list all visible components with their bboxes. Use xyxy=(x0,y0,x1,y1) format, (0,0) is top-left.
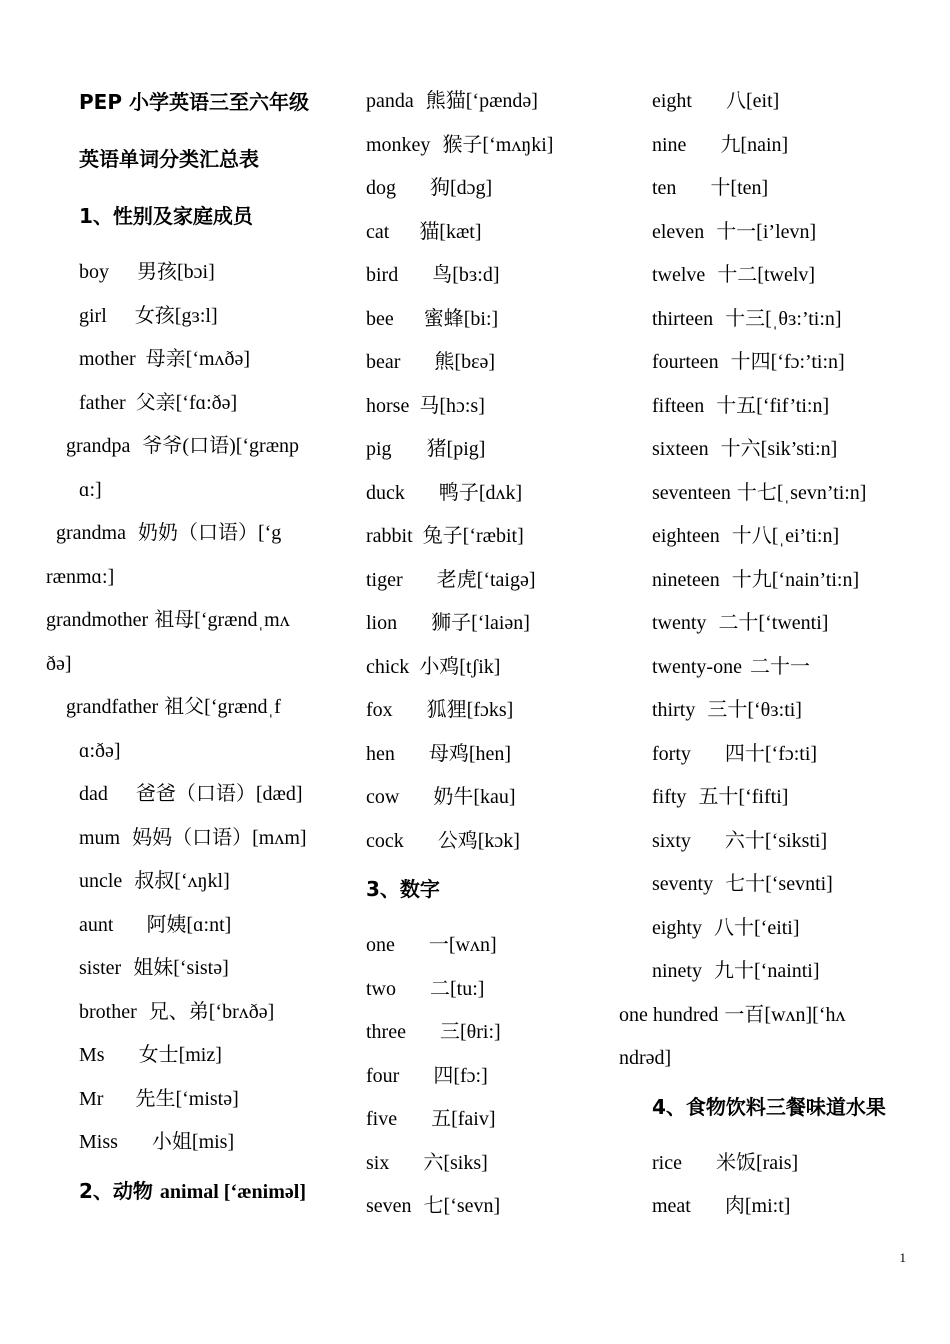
vocab-row xyxy=(619,254,939,298)
vocab-row xyxy=(366,211,616,255)
vocab-translation: 鸟[bɜ:d] xyxy=(432,264,500,286)
vocab-row xyxy=(366,385,616,429)
vocab-english-word: eight xyxy=(652,90,692,112)
vocab-english-word: one xyxy=(366,934,395,956)
vocab-english-word: brother xyxy=(79,1000,137,1023)
vocab-row xyxy=(366,124,616,168)
vocab-row xyxy=(619,1185,939,1229)
vocab-english-word: Mr xyxy=(79,1087,104,1110)
document-title-line-1: PEP 小学英语三至六年级 xyxy=(79,90,309,114)
vocab-translation: 马[hɔ:s] xyxy=(419,394,485,417)
vocab-english-word: father xyxy=(79,391,126,414)
vocab-english-word: boy xyxy=(79,261,109,283)
vocab-translation: 母鸡[hen] xyxy=(428,742,512,765)
vocab-english-word: grandpa xyxy=(66,435,131,457)
vocab-translation: 十[ten] xyxy=(710,177,769,199)
vocab-translation: 狮子[‘laiən] xyxy=(431,612,530,634)
vocab-row xyxy=(366,924,616,968)
vocab-row xyxy=(46,1121,346,1165)
vocab-english-word: bee xyxy=(366,307,394,330)
vocab-english-word: grandmother xyxy=(46,609,149,631)
vocab-row xyxy=(46,686,346,730)
vocab-row xyxy=(366,515,616,559)
vocab-row xyxy=(46,251,346,295)
vocab-row xyxy=(366,1142,616,1186)
vocab-row xyxy=(619,776,939,820)
vocab-english-word: dad xyxy=(79,783,108,805)
vocab-row xyxy=(366,689,616,733)
vocab-row xyxy=(46,338,346,382)
vocab-english-word: thirteen xyxy=(652,307,714,330)
section-2-heading xyxy=(46,1169,346,1213)
vocab-translation: 女孩[gɜ:l] xyxy=(134,304,218,327)
vocab-english-word: eleven xyxy=(652,220,705,243)
vocab-translation: 男孩[bɔi] xyxy=(137,261,215,283)
vocab-translation: ðə] xyxy=(46,652,72,675)
vocab-translation: 十七[ˌsevn’ti:n] xyxy=(736,481,867,504)
vocab-row xyxy=(366,1011,616,1055)
vocab-english-word: Ms xyxy=(79,1044,105,1066)
vocab-english-word: pig xyxy=(366,438,392,460)
section-1-list xyxy=(46,251,346,1165)
vocab-row xyxy=(619,863,939,907)
vocab-translation: ɑ:] xyxy=(79,478,102,501)
vocab-translation: 祖母[‘grændˌmʌ xyxy=(154,609,290,631)
vocab-row xyxy=(46,947,346,991)
vocab-translation: 爷爷(口语)[‘grænp xyxy=(142,435,300,457)
vocab-translation: 五十[‘fifti] xyxy=(698,786,789,808)
vocab-translation: 狐狸[fɔks] xyxy=(426,699,514,721)
vocab-row xyxy=(619,994,939,1038)
vocab-row xyxy=(366,646,616,690)
vocab-row xyxy=(366,776,616,820)
vocab-english-word: cock xyxy=(366,829,404,852)
vocab-translation: 老虎[‘taigə] xyxy=(436,568,536,591)
vocab-row xyxy=(366,733,616,777)
vocab-translation: 十二[twelv] xyxy=(717,264,816,286)
vocab-row xyxy=(46,599,346,643)
vocab-row xyxy=(619,515,939,559)
vocab-english-word: thirty xyxy=(652,699,696,721)
vocab-row xyxy=(46,860,346,904)
vocab-english-word: hen xyxy=(366,742,395,765)
vocab-translation: 六十[‘siksti] xyxy=(724,829,828,852)
vocab-row xyxy=(46,512,346,556)
vocab-english-word: six xyxy=(366,1151,390,1174)
vocab-english-word: ten xyxy=(652,177,677,199)
vocab-row xyxy=(366,341,616,385)
vocab-translation: 小鸡[tʃik] xyxy=(419,655,501,678)
vocab-row xyxy=(366,1185,616,1229)
vocab-english-word: aunt xyxy=(79,913,114,936)
vocab-translation: 一[wʌn] xyxy=(428,934,497,956)
vocab-row xyxy=(619,820,939,864)
document-title-line-2: 英语单词分类汇总表 xyxy=(79,147,259,171)
vocab-english-word: five xyxy=(366,1108,398,1130)
vocab-english-word: seven xyxy=(366,1195,412,1217)
vocab-row xyxy=(619,124,939,168)
column-2 xyxy=(366,80,616,1229)
vocab-translation: 八十[‘eiti] xyxy=(714,916,800,939)
vocab-english-word: fifteen xyxy=(652,394,705,417)
vocab-translation: 先生[‘mistə] xyxy=(135,1087,239,1110)
section-4-list xyxy=(619,1142,939,1229)
column-3 xyxy=(619,80,939,1229)
section-3-list-continued xyxy=(619,80,939,1081)
vocab-translation: 七十[‘sevnti] xyxy=(725,873,833,895)
vocab-translation: 女士[miz] xyxy=(138,1044,222,1066)
vocab-translation: 猪[pig] xyxy=(426,438,486,460)
vocab-english-word: cow xyxy=(366,786,400,808)
vocab-english-word: rabbit xyxy=(366,525,413,547)
vocab-english-word: sister xyxy=(79,957,122,979)
vocab-translation: 十八[ˌei’ti:n] xyxy=(731,525,840,547)
vocab-row xyxy=(46,904,346,948)
vocab-english-word: girl xyxy=(79,304,107,327)
vocab-row xyxy=(619,602,939,646)
vocab-translation: 三十[‘θɜ:ti] xyxy=(707,699,802,721)
vocab-translation: 熊猫[‘pændə] xyxy=(425,90,538,112)
column-1 xyxy=(46,80,346,1226)
vocab-translation: 十一[i’levn] xyxy=(716,220,817,243)
vocab-english-word: uncle xyxy=(79,870,123,892)
vocab-row xyxy=(46,817,346,861)
vocab-row xyxy=(619,950,939,994)
vocab-english-word: grandma xyxy=(56,522,126,544)
vocab-english-word: dog xyxy=(366,177,396,199)
vocab-row xyxy=(619,559,939,603)
vocab-translation: 蜜蜂[bi:] xyxy=(423,307,499,330)
vocab-translation: 二十一 xyxy=(749,655,810,678)
vocab-row xyxy=(366,167,616,211)
vocab-translation: 奶奶（口语）[‘g xyxy=(137,522,282,544)
vocab-row xyxy=(46,1078,346,1122)
vocab-row xyxy=(46,425,346,469)
section-3-heading: 3、数字 xyxy=(366,877,440,901)
vocab-translation: 肉[mi:t] xyxy=(724,1195,791,1217)
vocab-english-word: fox xyxy=(366,699,393,721)
vocab-row xyxy=(366,80,616,124)
vocab-english-word: eighty xyxy=(652,916,702,939)
vocab-english-word: monkey xyxy=(366,133,431,156)
vocab-english-word: seventeen xyxy=(652,481,731,504)
vocab-english-word: nine xyxy=(652,133,687,156)
vocab-translation: 九十[‘nainti] xyxy=(714,960,820,982)
vocab-row xyxy=(619,689,939,733)
vocab-english-word: seventy xyxy=(652,873,714,895)
vocab-row xyxy=(366,559,616,603)
vocab-translation: 母亲[‘mʌðə] xyxy=(145,348,251,370)
vocab-translation: 七[‘sevn] xyxy=(423,1195,501,1217)
vocab-english-word: sixteen xyxy=(652,438,709,460)
vocab-english-word: forty xyxy=(652,742,691,765)
vocab-row xyxy=(619,733,939,777)
vocab-translation: 十四[‘fɔ:’ti:n] xyxy=(730,351,845,373)
vocab-row xyxy=(619,298,939,342)
section-1-heading: 1、性别及家庭成员 xyxy=(79,204,253,228)
vocab-english-word: three xyxy=(366,1021,406,1043)
vocab-english-word: duck xyxy=(366,481,405,504)
vocab-english-word: eighteen xyxy=(652,525,720,547)
vocab-english-word: one hundred xyxy=(619,1003,719,1026)
section-2-heading-en: animal [‘æniməl] xyxy=(159,1180,306,1203)
vocab-translation: 猴子[‘mʌŋki] xyxy=(442,133,554,156)
vocab-translation: 八[eit] xyxy=(726,90,780,112)
vocab-row xyxy=(46,643,346,687)
vocab-english-word: twenty-one xyxy=(652,655,742,678)
vocab-english-word: cat xyxy=(366,220,390,243)
vocab-english-word: nineteen xyxy=(652,568,720,591)
vocab-english-word: bird xyxy=(366,264,399,286)
vocab-english-word: tiger xyxy=(366,568,403,591)
vocab-english-word: horse xyxy=(366,394,410,417)
vocab-translation: 妈妈（口语）[mʌm] xyxy=(132,826,307,849)
vocab-row xyxy=(366,602,616,646)
vocab-translation: 狗[dɔg] xyxy=(430,177,493,199)
vocab-english-word: ninety xyxy=(652,960,702,982)
vocab-translation: 奶牛[kau] xyxy=(433,786,516,808)
vocab-translation: 米饭[rais] xyxy=(715,1151,799,1174)
vocab-row xyxy=(619,428,939,472)
vocab-translation: rænmɑ:] xyxy=(46,565,115,588)
vocab-english-word: twenty xyxy=(652,612,707,634)
vocab-row xyxy=(46,382,346,426)
vocab-english-word: fifty xyxy=(652,786,687,808)
section-2-list xyxy=(366,80,616,863)
vocab-english-word: two xyxy=(366,977,396,1000)
vocab-translation: 兄、弟[‘brʌðə] xyxy=(148,1000,275,1023)
vocab-english-word: mother xyxy=(79,348,136,370)
vocab-translation: 十三[ˌθɜ:’ti:n] xyxy=(725,307,842,330)
vocab-translation: 叔叔[‘ʌŋkl] xyxy=(134,870,230,892)
vocab-row xyxy=(366,1055,616,1099)
vocab-translation: 公鸡[kɔk] xyxy=(437,829,520,852)
vocab-row xyxy=(366,428,616,472)
vocab-translation: ndrəd] xyxy=(619,1047,672,1069)
vocab-english-word: grandfather xyxy=(66,696,159,718)
vocab-row xyxy=(366,472,616,516)
vocab-translation: 小姐[mis] xyxy=(151,1131,235,1153)
section-4-heading: 4、食物饮料三餐味道水果 xyxy=(652,1094,886,1119)
vocab-row xyxy=(619,907,939,951)
vocab-row xyxy=(46,773,346,817)
vocab-english-word: rice xyxy=(652,1151,682,1174)
vocab-row xyxy=(619,385,939,429)
vocab-translation: 四十[‘fɔ:ti] xyxy=(724,742,818,765)
vocab-translation: 祖父[‘grændˌf xyxy=(164,696,281,718)
section-3-list xyxy=(366,924,616,1229)
vocab-english-word: fourteen xyxy=(652,351,719,373)
page-number: 1 xyxy=(899,1250,906,1265)
vocab-row xyxy=(46,991,346,1035)
vocab-row xyxy=(619,646,939,690)
vocab-english-word: mum xyxy=(79,826,121,849)
vocab-row xyxy=(619,167,939,211)
vocab-row xyxy=(46,469,346,513)
vocab-row xyxy=(366,1098,616,1142)
vocab-translation: 爸爸（口语）[dæd] xyxy=(135,783,303,805)
vocab-translation: 阿姨[ɑ:nt] xyxy=(146,913,232,936)
vocab-translation: 十九[‘nain’ti:n] xyxy=(731,568,860,591)
vocab-english-word: sixty xyxy=(652,829,691,852)
vocab-english-word: twelve xyxy=(652,264,706,286)
vocab-english-word: Miss xyxy=(79,1131,118,1153)
vocab-translation: 十五[‘fif’ti:n] xyxy=(716,394,830,417)
vocab-row xyxy=(619,211,939,255)
vocab-english-word: chick xyxy=(366,655,410,678)
vocab-row xyxy=(366,968,616,1012)
vocab-row xyxy=(46,556,346,600)
vocab-translation: 猫[kæt] xyxy=(419,220,482,243)
vocab-row xyxy=(46,295,346,339)
vocab-translation: 六[siks] xyxy=(423,1151,488,1174)
vocab-translation: 熊[bɛə] xyxy=(434,351,496,373)
vocab-row xyxy=(619,472,939,516)
vocab-translation: 四[fɔ:] xyxy=(433,1064,488,1087)
vocab-row xyxy=(366,820,616,864)
vocab-translation: 一百[wʌn][‘hʌ xyxy=(724,1003,846,1026)
vocab-translation: 十六[sik’sti:n] xyxy=(720,438,838,460)
vocab-translation: ɑ:ðə] xyxy=(79,739,121,762)
vocab-row xyxy=(619,341,939,385)
vocab-english-word: lion xyxy=(366,612,398,634)
vocab-translation: 二十[‘twenti] xyxy=(718,612,829,634)
vocab-translation: 鸭子[dʌk] xyxy=(438,481,523,504)
vocab-row xyxy=(366,298,616,342)
vocab-row xyxy=(619,1037,939,1081)
vocab-english-word: bear xyxy=(366,351,401,373)
vocab-english-word: panda xyxy=(366,90,414,112)
vocab-english-word: meat xyxy=(652,1195,691,1217)
vocab-row xyxy=(619,1142,939,1186)
vocab-row xyxy=(46,730,346,774)
vocab-english-word: four xyxy=(366,1064,400,1087)
vocab-translation: 九[nain] xyxy=(720,133,789,156)
vocab-translation: 兔子[‘ræbit] xyxy=(422,525,524,547)
vocab-translation: 三[θri:] xyxy=(439,1021,501,1043)
vocab-row xyxy=(619,80,939,124)
vocab-translation: 二[tu:] xyxy=(430,977,485,1000)
vocab-row xyxy=(46,1034,346,1078)
vocab-translation: 父亲[‘fɑ:ðə] xyxy=(135,391,238,414)
vocab-row xyxy=(366,254,616,298)
vocab-translation: 姐妹[‘sistə] xyxy=(133,957,229,979)
section-2-heading-zh: 2、动物 xyxy=(79,1178,153,1203)
vocab-translation: 五[faiv] xyxy=(431,1108,496,1130)
